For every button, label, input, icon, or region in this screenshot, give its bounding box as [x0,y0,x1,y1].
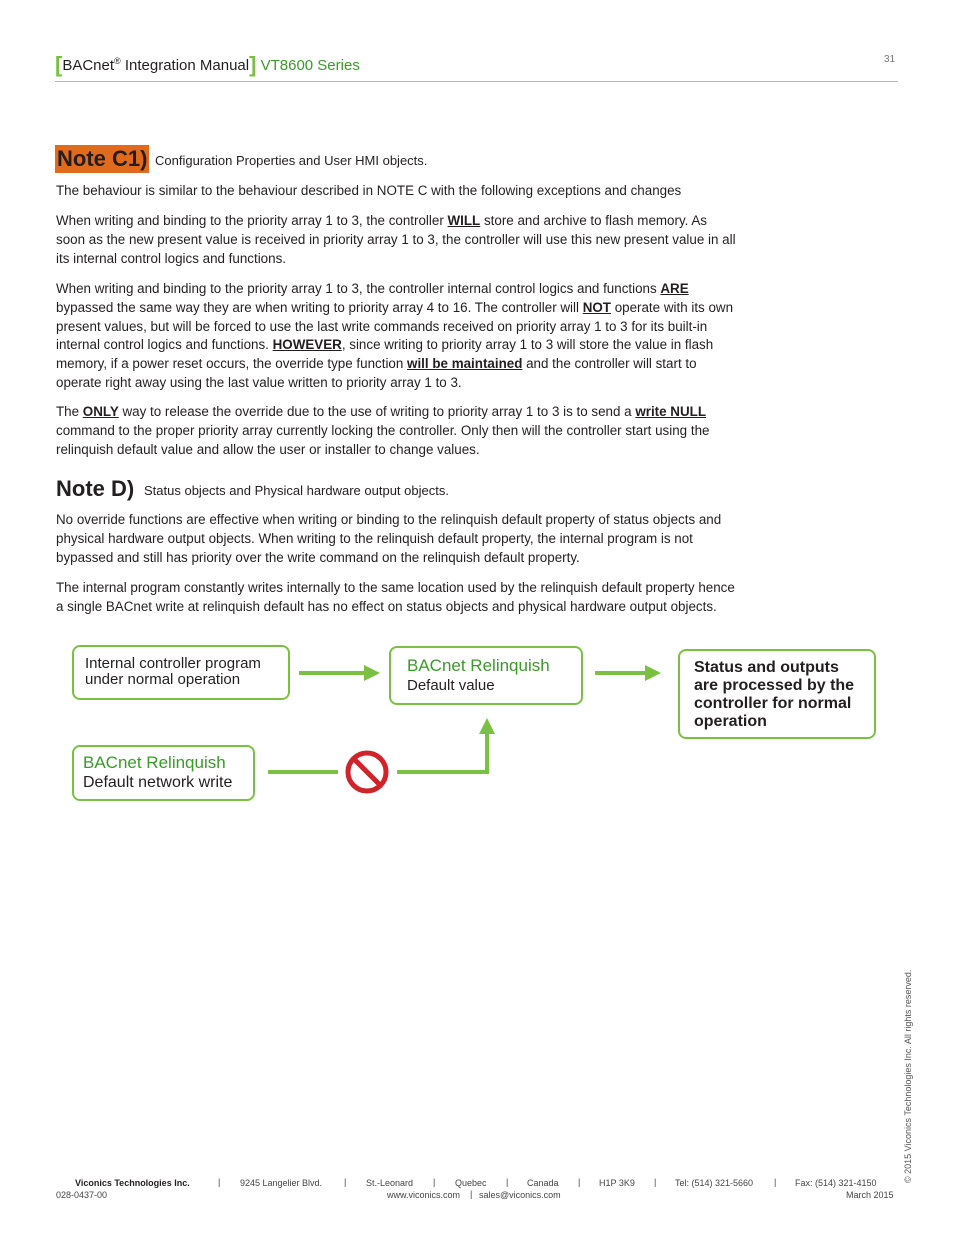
footer-separator: | [506,1177,509,1187]
note-c1-subtitle: Configuration Properties and User HMI objects. [155,153,428,168]
footer-date: March 2015 [846,1190,894,1200]
box-status-outputs-text: Status and outputs are processed by the controller for normal operation [694,659,855,730]
footer-separator: | [344,1177,347,1187]
footer-tel: Tel: (514) 321-5660 [675,1178,754,1188]
footer-separator: | [654,1177,657,1187]
note-d-title: Note D) [56,476,135,501]
box-internal-program [72,645,290,700]
footer-company: Viconics Technologies Inc. [75,1178,190,1188]
box-relinquish-default-value [389,646,583,705]
bracket-right: ] [249,52,257,77]
footer-email[interactable]: sales@viconics.com [479,1190,561,1200]
footer-separator: | [774,1177,777,1187]
footer-separator: | [470,1189,473,1199]
bracket-left: [ [55,52,63,77]
box-internal-program-line2: under normal operation [85,671,241,688]
arrow-prohibit-to-box2 [397,726,487,772]
note-c1-paragraph-3: When writing and binding to the priority array 1 to 3, the controller internal control logics and functions ARE bypassed the same way they are when writing to priority array 4 to 16. The controller will NOT operate with its own present values, but will be forced to use the last write commands received on priority array 1 to 3 for its built-in internal control logics and functions. HOWEVER, since writing to priority array 1 to 3 will store the value in flash memory, if a power reset occurs, the override type function will be maintained and the controller will start to operate right away using the last value written to priority array 1 to 3. [56,281,734,390]
note-c1-paragraph-4: The ONLY way to release the override due to the use of writing to priority array 1 to 3 is to send a write NULL command to the proper priority array currently locking the controller. Only then will the controller start using the relinquish default value and allow the user or installer to change values. [56,404,710,457]
box-status-outputs [678,649,876,739]
footer-separator: | [578,1177,581,1187]
manual-title: BACnet® Integration Manual [62,56,250,74]
box-relinquish-network-write-title: BACnet Relinquish [83,753,226,772]
footer-country: Canada [527,1178,559,1188]
footer-province: Quebec [455,1178,487,1188]
note-d-paragraph-2: The internal program constantly writes internally to the same location used by the relinquish default property hence a single BACnet write at relinquish default has no effect on status objects and physical hardware output objects. [56,580,735,614]
box-relinquish-default-value-sub: Default value [407,677,495,694]
box-relinquish-default-value-title: BACnet Relinquish [407,656,550,675]
series-name: VT8600 Series [260,57,360,74]
box-internal-program-line1: Internal controller program [85,655,261,672]
page-number: 31 [884,54,896,65]
footer-separator: | [218,1177,221,1187]
box-relinquish-network-write [72,745,255,801]
note-d-subtitle: Status objects and Physical hardware output objects. [144,483,449,498]
footer-website[interactable]: www.viconics.com [387,1190,461,1200]
box-relinquish-network-write-sub: Default network write [83,774,233,791]
note-c1-paragraph-2: When writing and binding to the priority array 1 to 3, the controller WILL store and archive to flash memory. As soon as the new present value is received in priority array 1 to 3, the controller will use this new present value in all its internal control logics and functions. [56,213,736,266]
footer-fax: Fax: (514) 321-4150 [795,1178,877,1188]
footer-separator: | [433,1177,436,1187]
footer-city: St.-Leonard [366,1178,414,1188]
footer-address: 9245 Langelier Blvd. [240,1178,323,1188]
footer-doc-number: 028-0437-00 [56,1190,108,1200]
note-d-paragraph-1: No override functions are effective when writing or binding to the relinquish default property of status objects and physical hardware output objects. When writing to the relinquish default property, the internal program is not bypassed and still has priority over the write command on the relinquish default property. [56,512,722,565]
note-c1-paragraph-1: The behaviour is similar to the behaviour described in NOTE C with the following exceptions and changes [56,183,682,198]
footer-postal: H1P 3K9 [599,1178,635,1188]
prohibited-icon [348,753,386,791]
copyright-notice: © 2015 Viconics Technologies Inc. All rights reserved. [903,969,913,1183]
note-c1-title: Note C1) [57,146,148,171]
